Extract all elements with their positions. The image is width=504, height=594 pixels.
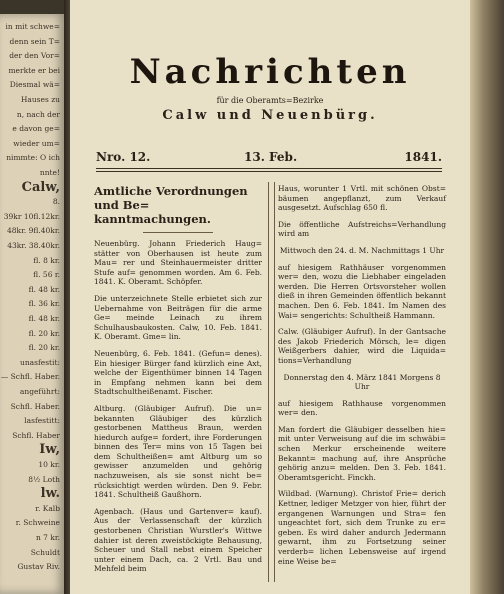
left-page-fragment: 43kr. 38.40kr. (7, 241, 60, 250)
left-page-fragment: Gustav Riv. (17, 562, 60, 572)
left-page-fragment: nnte! (39, 168, 60, 177)
left-page-fragment: Hauses zu (20, 95, 60, 104)
left-page-fragment: 8. (52, 197, 60, 207)
left-page-fragment: fl. 48 kr. (28, 284, 60, 294)
notice-paragraph: auf hiesigem Rathhäuser vorgenommen wer= den, wozu die Liebhaber eingeladen werden. Die Herren Ortsvorsteher wollen dieß in ihren Gemeinden öffentlich bekannt machen. Den 6. Feb. 1841. Im Namen des Wai= sengerichts: Schultheiß Hammann. (278, 262, 446, 320)
left-page-fragment: Schfl. Haber (12, 430, 60, 440)
left-page-fragment: Schfl. Haber. (10, 401, 60, 411)
notice-paragraph: Die unterzeichnete Stelle erbietet sich zur Uebernahme von Beiträgen für die arme Ge= meinde Leinach zu ihrem Schulhausbaukosten. Calw, 10. Feb. 1841. K. Oberamt. Gme= lin. (94, 293, 262, 342)
left-page-fragment: e davon ge= (12, 124, 60, 134)
left-page-fragment: Calw, (21, 179, 60, 195)
left-page-fragment: der den Vor= (9, 51, 60, 61)
left-page-fragment: 10 kr. (38, 460, 60, 469)
left-page-fragment: in mit schwe= (5, 22, 60, 31)
masthead-subtitle: für die Oberamts=Bezirke (216, 96, 324, 105)
notice-date-line: Mittwoch den 24. d. M. Nachmittags 1 Uhr (279, 245, 445, 255)
left-page-fragment: fl. 36 kr. (28, 299, 60, 309)
left-page-fragment: r. Kalb (35, 503, 60, 513)
masthead (70, 52, 470, 123)
notice-paragraph: Haus, worunter 1 Vrtl. mit schönen Obst= bäumen angepflanzt, zum Verkauf ausgesetzt. Aufschlag 650 fl. (278, 184, 446, 213)
notice-paragraph: Die öffentliche Aufstreichs=Verhandlung wird am (278, 219, 446, 239)
left-page-fragment: Diesmal wä= (9, 80, 60, 90)
left-page-fragment: n, nach der (16, 109, 60, 119)
left-page-fragment: unasfestit: (20, 357, 60, 367)
notice-paragraph: Neuenbürg, 6. Feb. 1841. (Gefun= denes). Ein hiesiger Bürger fand kürzlich eine Axt, welche der Eigenthümer binnen 14 Tagen in Empfang nehmen kann bei dem Stadtschultheißenamt. Fischer. (94, 348, 262, 397)
left-facing-page (0, 14, 66, 594)
column-divider (268, 182, 269, 582)
column-divider (274, 182, 275, 582)
newspaper-page (70, 0, 470, 594)
notice-date-line: Donnerstag den 4. März 1841 Morgens 8 Uhr (283, 372, 441, 392)
left-page-fragment: n 7 kr. (35, 533, 60, 542)
left-page-fragment: r. Schweine (15, 518, 60, 528)
issue-bar (96, 148, 442, 169)
left-page-fragment: angeführt: (19, 387, 60, 396)
notice-paragraph: Neuenbürg. Johann Friederich Haug= stätter von Oberhausen ist heute zum Mau= rer und Steinhauermeister dritter Stufe auf= genommen worden. Am 6. Feb. 1841. K. Oberamt. Schöpfer. (94, 239, 262, 287)
left-page-fragment: fl. 56 r. (33, 270, 60, 280)
left-page-fragment: fl. 48 kr. (28, 314, 60, 323)
left-page-fragment: fl. 8 kr. (33, 255, 60, 265)
left-column (94, 184, 262, 581)
left-page-fragment: 39kr 10fl.12kr. (3, 211, 60, 221)
page-edge (470, 0, 504, 594)
left-page-fragment: Iw, (39, 442, 60, 458)
notice-paragraph: Wildbad. (Warnung). Christof Frie= derich Kettner, lediger Metzger von hier, führt der ergangenen Warnungen und Stra= fen ungeachtet fort, sich dem Trunke zu er= geben. Es wird daher andurch Jedermann gewarnt, ihm zu Fortsetzung seiner verderb= lichen Lebensweise auf irgend eine Weise be= (278, 489, 446, 566)
section-title: Amtliche Verordnungen und Be= kanntmachungen. (94, 184, 248, 226)
issue-year: 1841. (404, 150, 442, 164)
left-page-fragment: lasfestitt: (24, 416, 60, 426)
left-page-fragment: nimmte: O ich (6, 153, 60, 163)
notice-paragraph: Altburg. (Gläubiger Aufruf). Die un= bekannten Gläubiger des kürzlich gestorbenen Mattheus Braun, werden hiedurch aufge= fordert, ihre Forderungen binnen des Ter= mins von 15 Tagen bei dem Schultheißen= amt Altburg um so gewisser anzumelden und gehörig nachzuweisen, als sie sonst nicht be= rücksichtigt werden würden. Den 9. Febr. 1841. Schultheiß Gaußhorn. (94, 403, 262, 500)
left-page-fragment: denn sein T= (9, 36, 60, 46)
issue-number: Nro. 12. (96, 150, 151, 164)
masthead-towns: Calw und Neuenbürg. (162, 108, 378, 123)
left-page-fragment: — Schfl. Haber. (0, 372, 60, 382)
notice-paragraph: Calw. (Gläubiger Aufruf). In der Gantsache des Jakob Friederich Mörsch, le= digen Weißgerbers dahier, wird die Liquida= tions=Verhandlung (278, 327, 446, 365)
left-page-fragment: Schuldt (30, 547, 60, 557)
left-page-fragment: fl. 20 kr. (28, 328, 60, 338)
notice-paragraph: Agenbach. (Haus und Gartenver= kauf). Aus der Verlassenschaft der kürzlich gestorbenen Christian Wurstler's Wittwe dahier ist deren zweistöckigte Behausung, Scheuer und Stall nebst einem Speicher unter einem Dach, ca. 2 Vrtl. Bau und Mehfeld beim (94, 506, 262, 574)
issue-date: 13. Feb. (244, 150, 298, 164)
left-page-fragment: wieder um= (13, 138, 60, 148)
left-page-fragment: merkte er bei (8, 65, 60, 75)
left-page-fragment: 8½ Loth (28, 474, 60, 484)
left-page-fragment: 48kr. 9fl.40kr. (6, 226, 60, 236)
left-page-fragment: fl. 20 kr. (28, 343, 60, 353)
notice-paragraph: auf hiesigem Rathhause vorgenommen wer= den. (278, 398, 446, 418)
left-page-fragment: lw. (40, 486, 60, 502)
divider (143, 232, 213, 233)
masthead-title: Nachrichten (129, 52, 411, 92)
right-column (278, 184, 446, 573)
notice-paragraph: Man fordert die Gläubiger desselben hie= mit unter Verweisung auf die im schwäbi= schen Merkur erscheinende weitere Bekannt= machung auf, ihre Ansprüche gehörig anzu= melden. Den 3. Feb. 1841. Oberamtsgericht. Finckh. (278, 424, 446, 482)
